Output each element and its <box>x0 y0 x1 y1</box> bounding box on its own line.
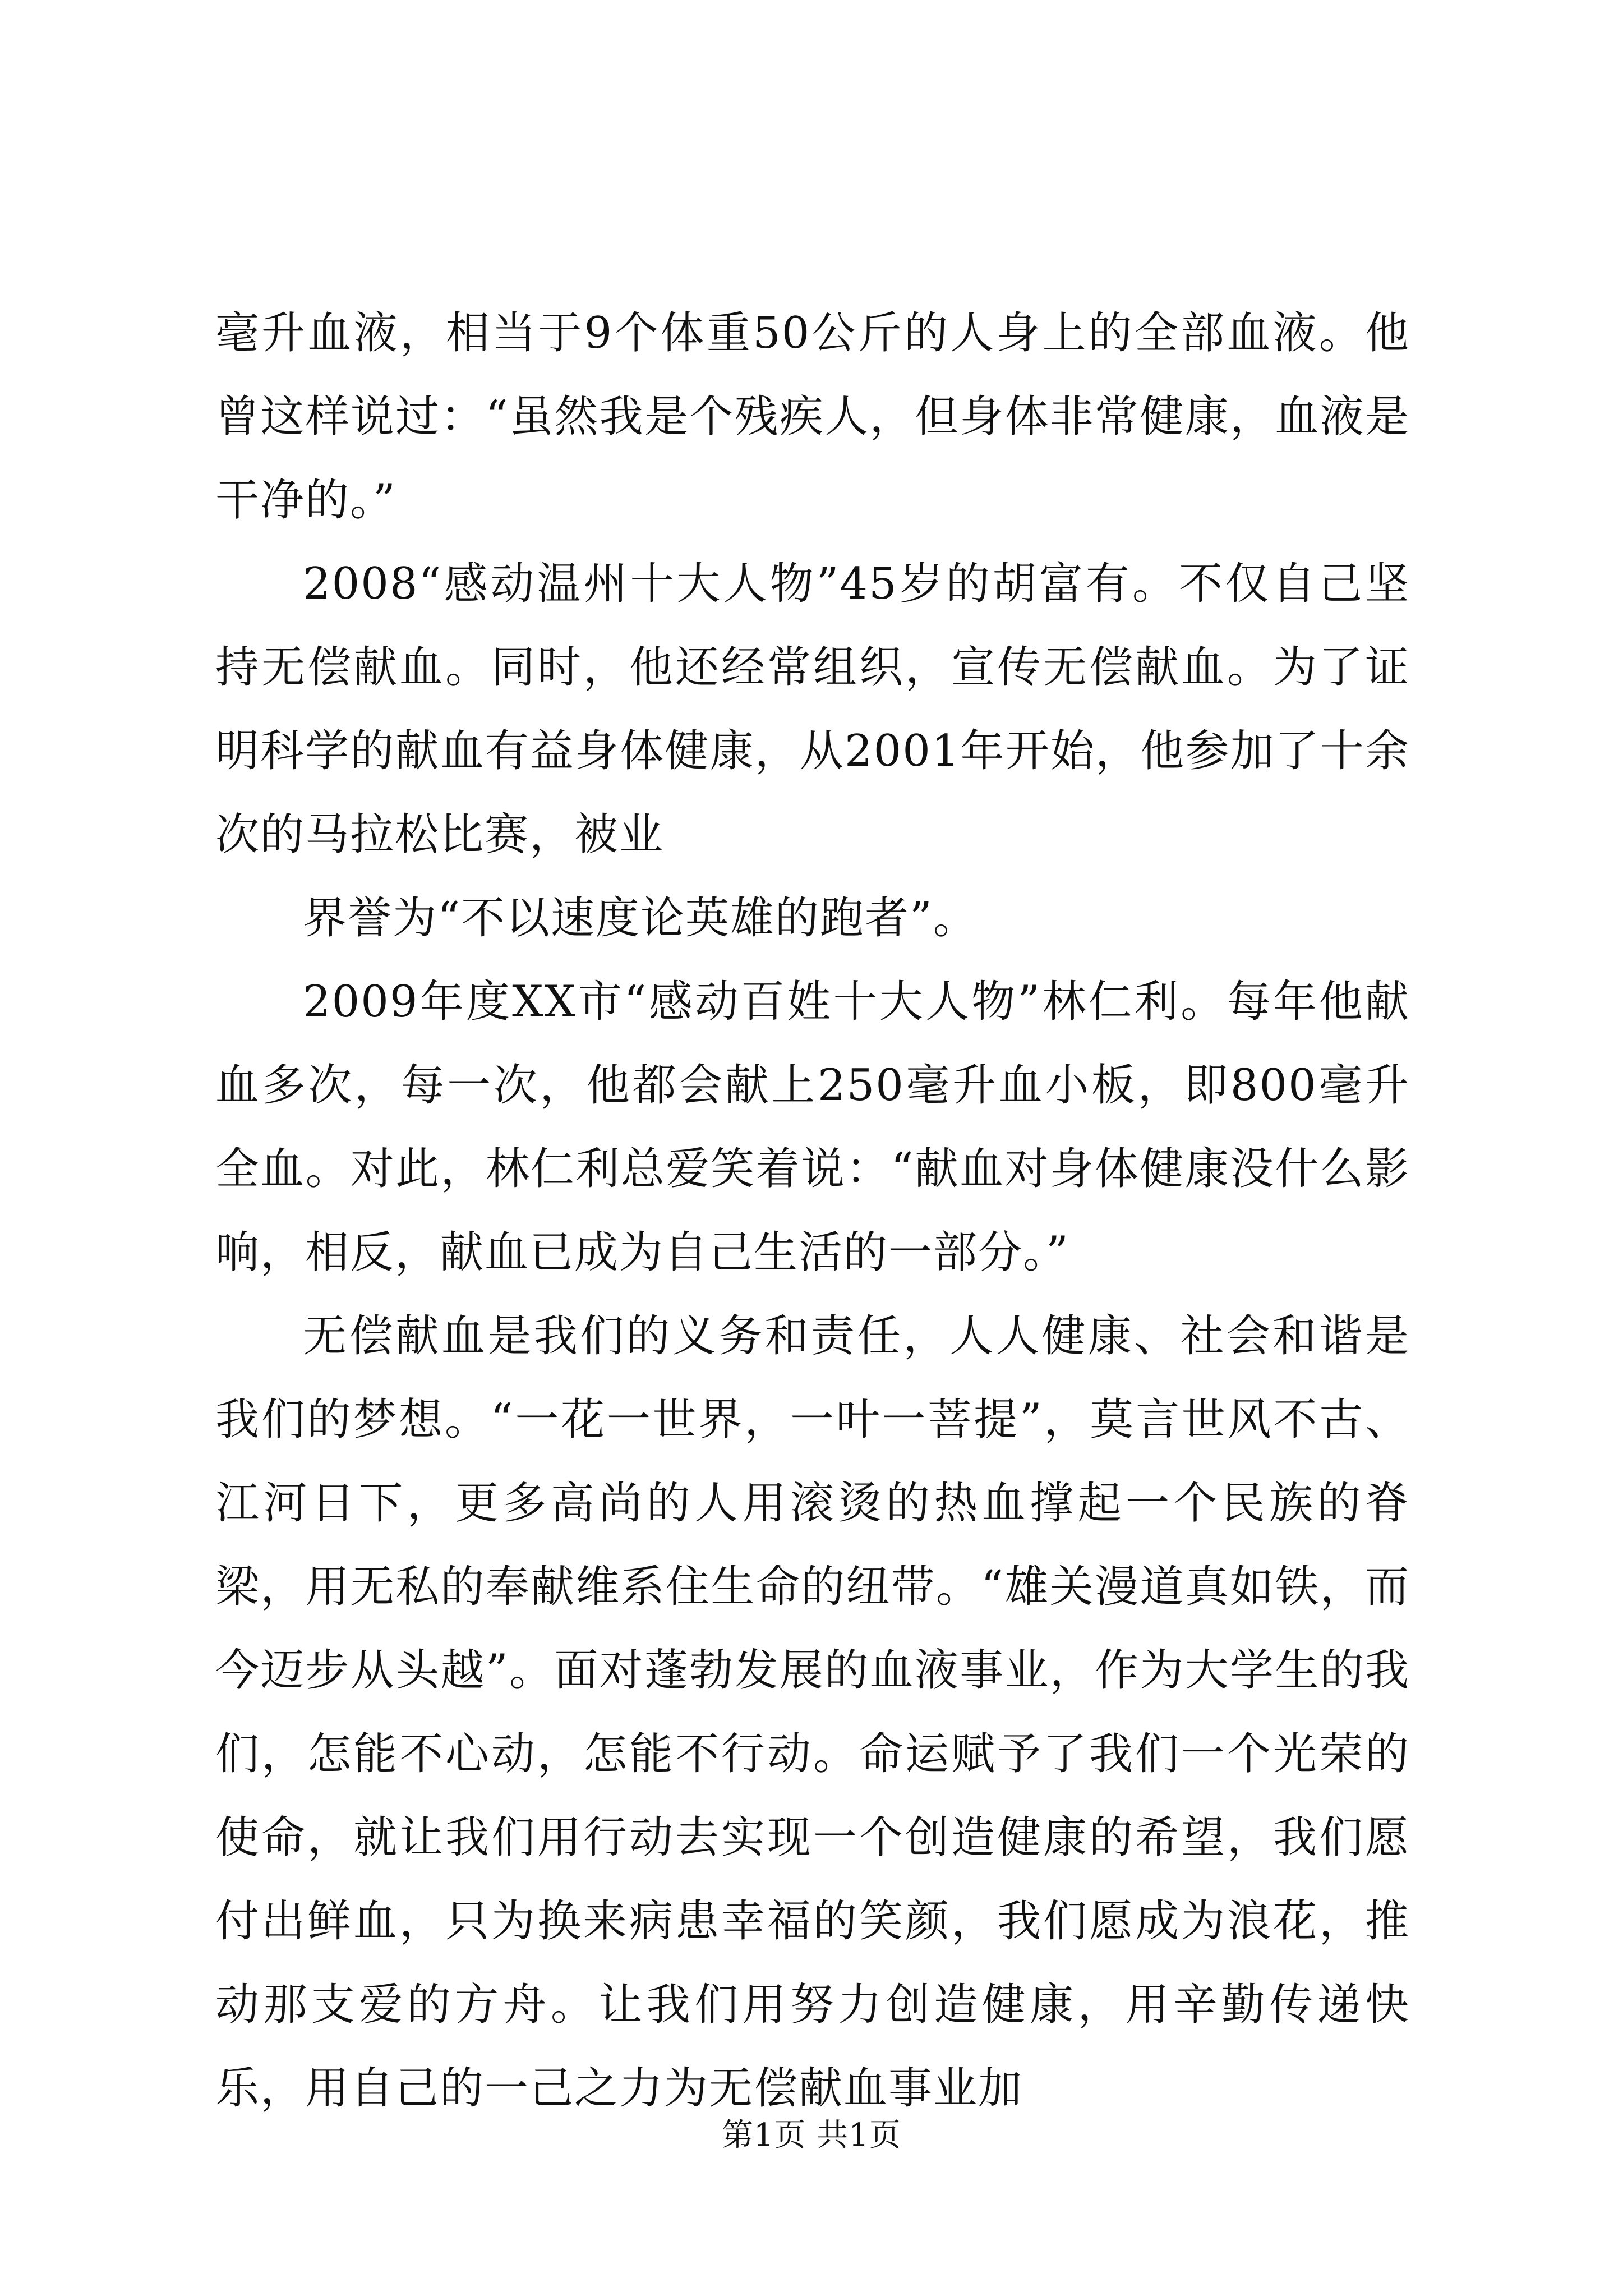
paragraph-continuation: 毫升血液，相当于9个体重50公斤的人身上的全部血液。他曾这样说过：“虽然我是个残疾人，但身体非常健康，血液是干净的。” <box>215 308 1410 526</box>
page-footer: 第1页 共1页 <box>721 2117 902 2154</box>
document-body <box>215 292 1410 2131</box>
paragraph-lin-renli: 2009年度XX市“感动百姓十大人物”林仁利。每年他献血多次，每一次，他都会献上250毫升血小板，即800毫升全血。对此，林仁利总爱笑着说：“献血对身体健康没什么影响，相反，献血已成为自己生活的一部分。” <box>215 977 1410 1278</box>
paragraph-runner-title: 界誉为“不以速度论英雄的跑者”。 <box>303 893 978 944</box>
paragraph-conclusion: 无偿献血是我们的义务和责任，人人健康、社会和谐是我们的梦想。“一花一世界，一叶一菩提”，莫言世风不古、江河日下，更多高尚的人用滚烫的热血撑起一个民族的脊梁，用无私的奉献维系住生命的纽带。“雄关漫道真如铁，而今迈步从头越”。面对蓬勃发展的血液事业，作为大学生的我们，怎能不心动，怎能不行动。命运赋予了我们一个光荣的使命，就让我们用行动去实现一个创造健康的希望，我们愿付出鲜血，只为换来病患幸福的笑颜，我们愿成为浪花，推动那支爱的方舟。让我们用努力创造健康，用辛勤传递快乐，用自己的一己之力为无偿献血事业加 <box>215 1311 1410 2114</box>
paragraph-hu-fuyou: 2008“感动温州十大人物”45岁的胡富有。不仅自己坚持无偿献血。同时，他还经常组织，宣传无偿献血。为了证明科学的献血有益身体健康，从2001年开始，他参加了十余次的马拉松比赛，被业 <box>215 559 1410 860</box>
